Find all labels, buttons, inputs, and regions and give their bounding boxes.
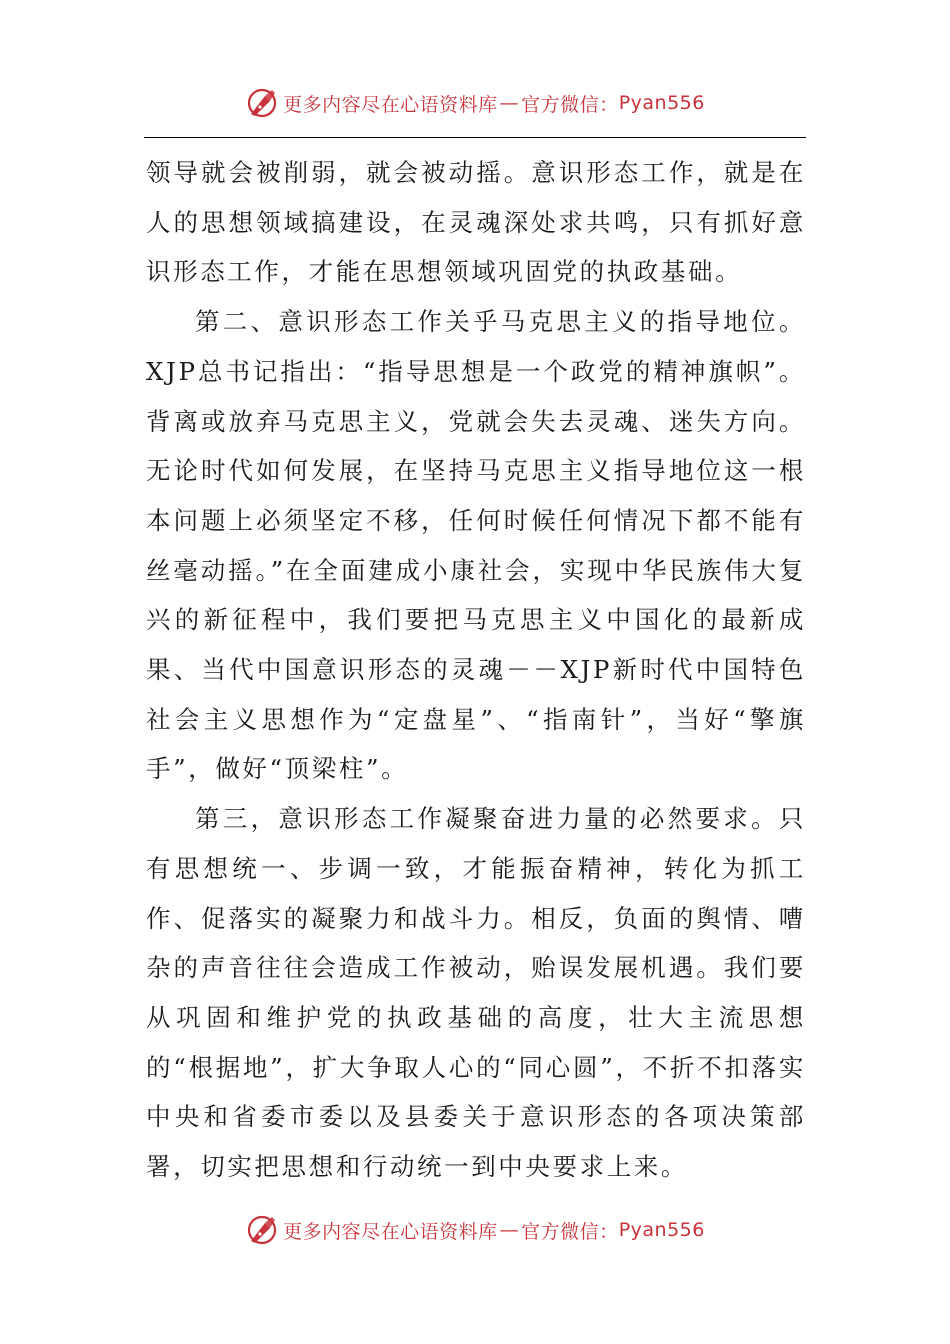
paragraph-3: 第三，意识形态工作凝聚奋进力量的必然要求。只有思想统一、步调一致，才能振奋精神，转化为抓工作、促落实的凝聚力和战斗力。相反，负面的舆情、嘈杂的声音往往会造成工作被动，贻误发展机遇。我们要从巩固和维护党的执政基础的高度，壮大主流思想的“根据地”，扩大争取人心的“同心圆”，不折不扣落实中央和省委市委以及县委关于意识形态的各项决策部署，切实把思想和行动统一到中央要求上来。 (146, 804, 806, 1182)
pen-nib-logo-icon (245, 86, 279, 120)
watermark-account: Pyan556 (618, 92, 705, 114)
pen-nib-logo-icon (245, 1213, 279, 1247)
document-body (146, 148, 806, 1192)
watermark-account: Pyan556 (618, 1219, 705, 1241)
footer-watermark (0, 1213, 950, 1247)
watermark-separator: — (499, 92, 520, 114)
watermark-brand: 更多内容尽在心语资料库 (283, 93, 498, 116)
header-watermark (0, 86, 950, 120)
header-rule (144, 137, 806, 138)
paragraph-1: 领导就会被削弱，就会被动摇。意识形态工作，就是在人的思想领域搞建设，在灵魂深处求共鸣，只有抓好意识形态工作，才能在思想领域巩固党的执政基础。 (146, 158, 806, 287)
watermark-label: 官方微信： (521, 93, 619, 116)
watermark-label: 官方微信： (521, 1220, 619, 1243)
watermark-brand: 更多内容尽在心语资料库 (283, 1220, 498, 1243)
watermark-separator: — (499, 1219, 520, 1241)
paragraph-2: 第二、意识形态工作关乎马克思主义的指导地位。XJP总书记指出：“指导思想是一个政党的精神旗帜”。背离或放弃马克思主义，党就会失去灵魂、迷失方向。无论时代如何发展，在坚持马克思主义指导地位这一根本问题上必须坚定不移，任何时候任何情况下都不能有丝毫动摇。”在全面建成小康社会，实现中华民族伟大复兴的新征程中，我们要把马克思主义中国化的最新成果、当代中国意识形态的灵魂－－XJP新时代中国特色社会主义思想作为“定盘星”、“指南针”，当好“擎旗手”，做好“顶梁柱”。 (146, 307, 806, 784)
